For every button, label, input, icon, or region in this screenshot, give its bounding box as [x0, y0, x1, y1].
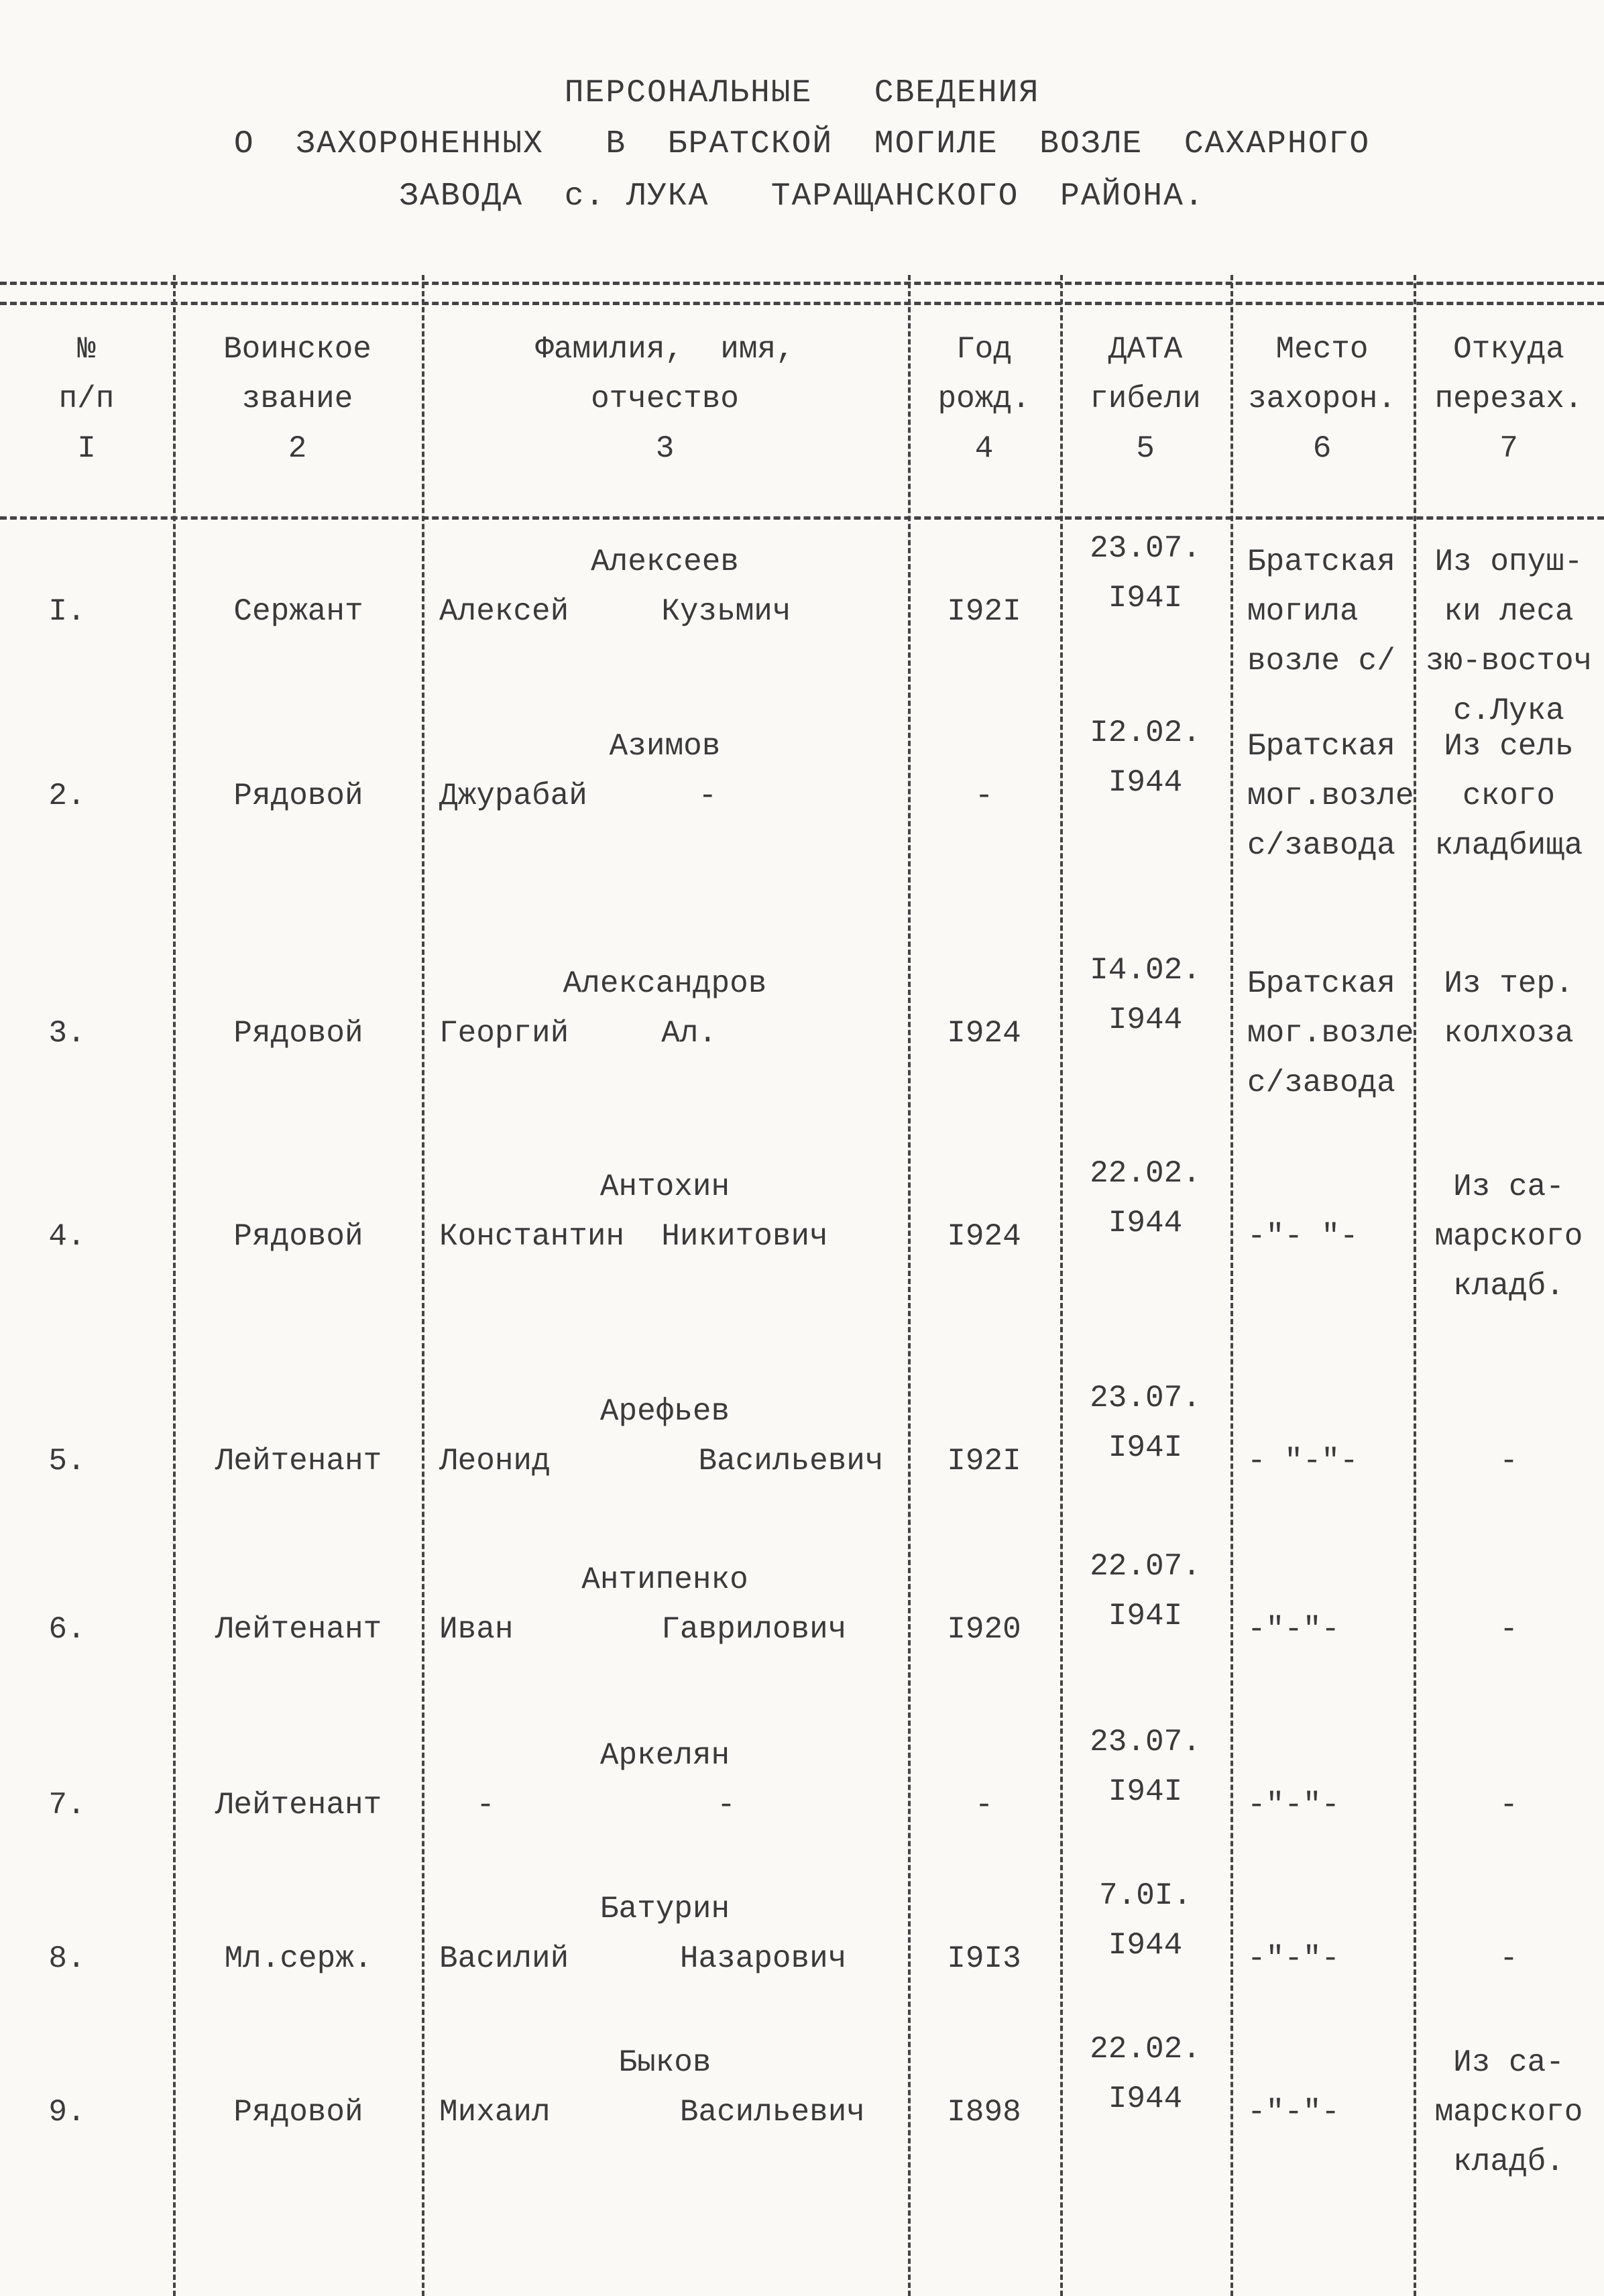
cell-name: Леонид Васильевич: [439, 1444, 884, 1479]
cell-date1: 23.07.: [1090, 1381, 1201, 1416]
cell-date1: I2.02.: [1090, 715, 1201, 750]
cell-origin: -: [1499, 1941, 1518, 1976]
cell-date2: I94I: [1108, 581, 1183, 616]
column-header-6-l1: Место: [1275, 332, 1369, 367]
cell-date2: I94I: [1108, 1774, 1183, 1809]
column-header-1-n: I: [77, 431, 96, 466]
cell-num: 4.: [48, 1219, 86, 1254]
cell-num: 9.: [48, 2095, 86, 2130]
cell-surname: Антохин: [599, 1169, 730, 1204]
column-header-3-l2: отчество: [591, 382, 739, 416]
column-header-4-l2: рожд.: [937, 382, 1031, 416]
cell-year: I920: [947, 1612, 1021, 1647]
cell-num: 7.: [48, 1788, 86, 1823]
cell-date2: I944: [1108, 1928, 1183, 1963]
table-row: [0, 715, 1604, 882]
cell-year: I92I: [947, 1444, 1021, 1479]
column-header-2-n: 2: [288, 431, 307, 466]
table-row: [0, 1878, 1604, 2045]
cell-name: - -: [439, 1788, 736, 1823]
cell-surname: Батурин: [599, 1892, 730, 1927]
table-row: [0, 531, 1604, 728]
cell-name: Михаил Васильевич: [439, 2095, 865, 2130]
cell-place: -"-"-: [1247, 1788, 1340, 1823]
cell-surname: Алексеев: [591, 544, 739, 579]
cell-date2: I94I: [1108, 1599, 1183, 1633]
cell-rank: Лейтенант: [215, 1612, 382, 1647]
table-row: [0, 1549, 1604, 1716]
cell-rank: Рядовой: [233, 779, 363, 813]
cell-year: I9I3: [947, 1941, 1021, 1976]
cell-date2: I94I: [1108, 1430, 1183, 1465]
cell-date2: I944: [1108, 2081, 1183, 2116]
cell-year: I924: [947, 1016, 1021, 1051]
cell-year: -: [974, 1788, 994, 1823]
column-header-1-l1: №: [77, 332, 96, 367]
cell-surname: Аркелян: [599, 1738, 730, 1773]
cell-num: 5.: [48, 1444, 86, 1479]
cell-year: I92I: [947, 594, 1021, 629]
cell-surname: Арефьев: [599, 1394, 730, 1429]
cell-name: Константин Никитович: [439, 1219, 828, 1254]
cell-place: Братская мог.возле с/завода: [1247, 729, 1414, 863]
cell-num: I.: [48, 594, 86, 629]
cell-origin: -: [1499, 1612, 1518, 1647]
cell-num: 8.: [48, 1941, 86, 1976]
cell-name: Георгий Ал.: [439, 1016, 718, 1051]
cell-place: -"-"-: [1247, 1612, 1340, 1647]
column-header-5-l2: гибели: [1090, 382, 1201, 416]
cell-date1: 23.07.: [1090, 531, 1201, 566]
cell-place: Братская могила возле с/: [1247, 544, 1395, 679]
column-header-6-n: 6: [1312, 431, 1332, 466]
cell-rank: Лейтенант: [215, 1444, 382, 1479]
table-row: [0, 1725, 1604, 1892]
title-line-3: ЗАВОДА с. ЛУКА ТАРАЩАНСКОГО РАЙОНА.: [399, 178, 1205, 215]
column-header-3-n: 3: [655, 431, 675, 466]
cell-date1: 22.02.: [1090, 2032, 1201, 2067]
title-line-2: О ЗАХОРОНЕННЫХ В БРАТСКОЙ МОГИЛЕ ВОЗЛЕ САХАРНОГО: [233, 126, 1371, 162]
cell-year: -: [974, 779, 994, 813]
cell-date2: I944: [1108, 1206, 1183, 1241]
cell-year: I924: [947, 1219, 1021, 1254]
cell-place: - "-"-: [1247, 1444, 1359, 1479]
cell-place: -"- "-: [1247, 1219, 1359, 1254]
cell-rank: Лейтенант: [215, 1788, 382, 1823]
cell-place: -"-"-: [1247, 2095, 1340, 2130]
column-header-6-l2: захорон.: [1248, 382, 1396, 416]
column-header-2-l2: звание: [241, 382, 353, 416]
cell-surname: Александров: [563, 966, 767, 1001]
table-row: [0, 953, 1604, 1120]
cell-surname: Быков: [618, 2045, 711, 2080]
column-header-7-l2: перезах.: [1434, 382, 1583, 416]
cell-date1: 7.0I.: [1098, 1878, 1192, 1913]
cell-date1: 23.07.: [1090, 1725, 1201, 1760]
cell-origin: -: [1499, 1788, 1518, 1823]
column-header-7-n: 7: [1499, 431, 1518, 466]
column-header-4-n: 4: [974, 431, 994, 466]
cell-rank: Сержант: [233, 594, 363, 629]
cell-num: 6.: [48, 1612, 86, 1647]
cell-num: 2.: [48, 779, 86, 813]
cell-rank: Рядовой: [233, 1016, 363, 1051]
cell-name: Василий Назарович: [439, 1941, 847, 1976]
cell-num: 3.: [48, 1016, 86, 1051]
cell-year: I898: [947, 2095, 1021, 2130]
cell-origin: Из са- марского кладб.: [1434, 2045, 1583, 2179]
column-header-7-l1: Откуда: [1453, 332, 1564, 367]
cell-origin: Из сель ского кладбища: [1434, 729, 1583, 863]
cell-date2: I944: [1108, 1002, 1183, 1037]
cell-origin: Из са- марского кладб.: [1434, 1169, 1583, 1304]
table-row: [0, 1381, 1604, 1548]
cell-rank: Рядовой: [233, 1219, 363, 1254]
cell-place: -"-"-: [1247, 1941, 1340, 1976]
column-header-3-l1: Фамилия, имя,: [535, 332, 795, 367]
cell-surname: Азимов: [609, 729, 721, 764]
cell-surname: Антипенко: [581, 1562, 748, 1597]
table-top-rule: [0, 282, 1604, 285]
column-header-4-l1: Год: [956, 332, 1012, 367]
column-header-5-n: 5: [1136, 431, 1155, 466]
cell-date1: I4.02.: [1090, 953, 1201, 988]
cell-name: Алексей Кузьмич: [439, 594, 791, 629]
column-header-5-l1: ДАТА: [1108, 332, 1183, 367]
cell-rank: Рядовой: [233, 2095, 363, 2130]
column-header-1-l2: п/п: [58, 382, 115, 416]
table-row: [0, 1156, 1604, 1323]
table-row: [0, 2032, 1604, 2199]
cell-date1: 22.07.: [1090, 1549, 1201, 1584]
column-header-2-l1: Воинское: [223, 332, 371, 367]
header-bottom-rule: [0, 516, 1604, 520]
cell-place: Братская мог.возле с/завода: [1247, 966, 1414, 1100]
cell-origin: Из опуш- ки леса зю-восточ с.Лука: [1425, 544, 1593, 728]
cell-date1: 22.02.: [1090, 1156, 1201, 1191]
table-top-rule-2: [0, 302, 1604, 305]
cell-origin: -: [1499, 1444, 1518, 1479]
cell-name: Иван Гаврилович: [439, 1612, 847, 1647]
cell-rank: Мл.серж.: [224, 1941, 373, 1976]
cell-origin: Из тер. колхоза: [1444, 966, 1574, 1051]
cell-date2: I944: [1108, 765, 1183, 800]
title-line-1: ПЕРСОНАЛЬНЫЕ СВЕДЕНИЯ: [564, 75, 1040, 111]
cell-name: Джурабай -: [439, 779, 718, 813]
